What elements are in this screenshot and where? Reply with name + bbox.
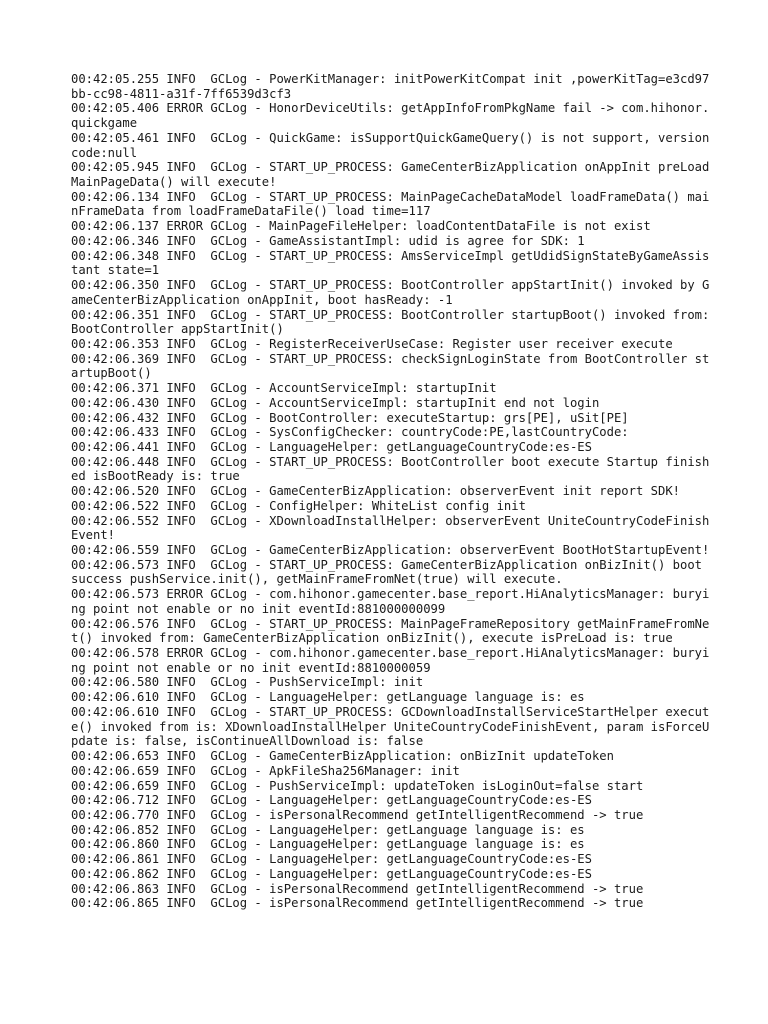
log-line: 00:42:06.430 INFO GCLog - AccountServiceImpl: startupInit end not login	[71, 395, 600, 410]
log-line: 00:42:06.863 INFO GCLog - isPersonalRecommend getIntelligentRecommend -> true	[71, 881, 644, 896]
log-line: 00:42:06.520 INFO GCLog - GameCenterBizApplication: observerEvent init report SDK!	[71, 484, 681, 499]
log-line: 00:42:06.610 INFO GCLog - START_UP_PROCESS: GCDownloadInstallServiceStartHelper execute() invoked from is: XDownloadInstallHelper UniteCountryCodeFinishEvent, param isForceUpdate is: false, isContinueAllDownload is: false	[71, 704, 710, 749]
log-line: 00:42:06.351 INFO GCLog - START_UP_PROCESS: BootController startupBoot() invoked from: BootController appStartInit()	[71, 307, 717, 337]
log-line: 00:42:06.369 INFO GCLog - START_UP_PROCESS: checkSignLoginState from BootController startupBoot()	[71, 351, 710, 381]
log-line: 00:42:06.350 INFO GCLog - START_UP_PROCESS: BootController appStartInit() invoked by GameCenterBizApplication onAppInit, boot hasReady: -1	[71, 278, 710, 307]
log-line: 00:42:06.852 INFO GCLog - LanguageHelper: getLanguage language is: es	[71, 822, 585, 837]
log-line: 00:42:05.461 INFO GCLog - QuickGame: isSupportQuickGameQuery() is not support, versioncode:null	[71, 130, 710, 160]
log-line: 00:42:06.559 INFO GCLog - GameCenterBizApplication: observerEvent BootHotStartupEvent!	[71, 543, 710, 557]
log-line: 00:42:06.865 INFO GCLog - isPersonalRecommend getIntelligentRecommend -> true	[71, 896, 644, 911]
log-line: 00:42:06.862 INFO GCLog - LanguageHelper: getLanguageCountryCode:es-ES	[71, 866, 592, 881]
log-line: 00:42:06.448 INFO GCLog - START_UP_PROCESS: BootController boot execute Startup finished isBootReady is: true	[71, 454, 710, 484]
log-line: 00:42:06.578 ERROR GCLog - com.hihonor.gamecenter.base_report.HiAnalyticsManager: burying point not enable or no init eventId:8810000059	[71, 646, 710, 675]
log-line: 00:42:05.945 INFO GCLog - START_UP_PROCESS: GameCenterBizApplication onAppInit preLoadMainPageData() will execute!	[71, 160, 710, 190]
log-output	[71, 72, 717, 911]
log-line: 00:42:06.659 INFO GCLog - ApkFileSha256Manager: init	[71, 763, 460, 778]
log-line: 00:42:06.576 INFO GCLog - START_UP_PROCESS: MainPageFrameRepository getMainFrameFromNet() invoked from: GameCenterBizApplication onBizInit(), execute isPreLoad is: true	[71, 616, 710, 646]
log-line: 00:42:06.137 ERROR GCLog - MainPageFileHelper: loadContentDataFile is not exist	[71, 219, 651, 234]
log-line: 00:42:06.348 INFO GCLog - START_UP_PROCESS: AmsServiceImpl getUdidSignStateByGameAssistant state=1	[71, 248, 710, 278]
log-line: 00:42:06.860 INFO GCLog - LanguageHelper: getLanguage language is: es	[71, 837, 585, 852]
log-line: 00:42:06.371 INFO GCLog - AccountServiceImpl: startupInit	[71, 381, 497, 396]
log-line: 00:42:06.346 INFO GCLog - GameAssistantImpl: udid is agree for SDK: 1	[71, 233, 585, 248]
log-line: 00:42:06.134 INFO GCLog - START_UP_PROCESS: MainPageCacheDataModel loadFrameData() mainFrameData from loadFrameDataFile() load time=117	[71, 189, 710, 219]
log-line: 00:42:06.653 INFO GCLog - GameCenterBizApplication: onBizInit updateToken	[71, 749, 614, 764]
log-line: 00:42:06.712 INFO GCLog - LanguageHelper: getLanguageCountryCode:es-ES	[71, 793, 592, 808]
log-line: 00:42:06.432 INFO GCLog - BootController: executeStartup: grs[PE], uSit[PE]	[71, 410, 629, 425]
log-line: 00:42:06.441 INFO GCLog - LanguageHelper: getLanguageCountryCode:es-ES	[71, 439, 592, 454]
log-line: 00:42:06.861 INFO GCLog - LanguageHelper: getLanguageCountryCode:es-ES	[71, 852, 592, 867]
log-line: 00:42:06.573 INFO GCLog - START_UP_PROCESS: GameCenterBizApplication onBizInit() boot success pushService.init(), getMainFrameFromNet(true) will execute.	[71, 557, 710, 587]
log-line: 00:42:06.552 INFO GCLog - XDownloadInstallHelper: observerEvent UniteCountryCodeFinishEvent!	[71, 513, 710, 543]
log-line: 00:42:06.522 INFO GCLog - ConfigHelper: WhiteList config init	[71, 498, 526, 513]
log-line: 00:42:06.770 INFO GCLog - isPersonalRecommend getIntelligentRecommend -> true	[71, 807, 644, 822]
log-line: 00:42:05.406 ERROR GCLog - HonorDeviceUtils: getAppInfoFromPkgName fail -> com.hihonor.quickgame	[71, 101, 710, 131]
log-line: 00:42:06.659 INFO GCLog - PushServiceImpl: updateToken isLoginOut=false start	[71, 778, 644, 793]
log-line: 00:42:06.433 INFO GCLog - SysConfigChecker: countryCode:PE,lastCountryCode:	[71, 425, 629, 440]
log-line: 00:42:06.353 INFO GCLog - RegisterReceiverUseCase: Register user receiver execute	[71, 336, 673, 351]
log-line: 00:42:06.580 INFO GCLog - PushServiceImpl: init	[71, 675, 424, 690]
log-line: 00:42:06.573 ERROR GCLog - com.hihonor.gamecenter.base_report.HiAnalyticsManager: burying point not enable or no init eventId:881000000099	[71, 587, 710, 616]
log-line: 00:42:05.255 INFO GCLog - PowerKitManager: initPowerKitCompat init ,powerKitTag=e3cd97bb-cc98-4811-a31f-7ff6539d3cf3	[71, 72, 710, 101]
log-line: 00:42:06.610 INFO GCLog - LanguageHelper: getLanguage language is: es	[71, 690, 585, 705]
